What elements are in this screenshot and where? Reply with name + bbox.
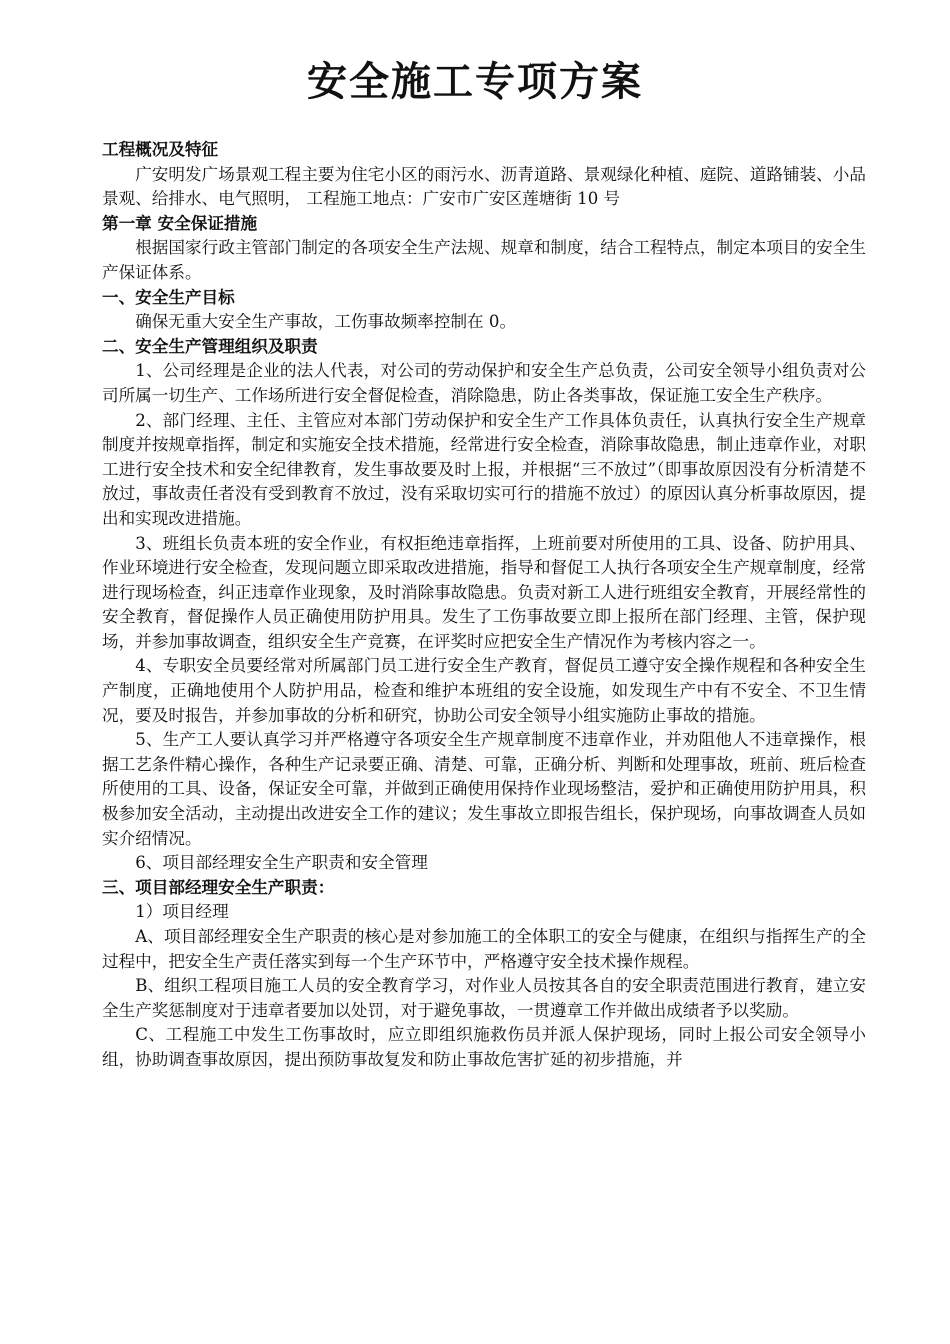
body-paragraph: 1）项目经理 <box>135 902 229 922</box>
section-heading: 一、安全生产目标 <box>102 287 235 307</box>
body-paragraph: C、工程施工中发生工伤事故时，应立即组织施救伤员并派人保护现场，同时上报公司安全领导小组，协助调查事故原因，提出预防事故复发和防止事故危害扩延的初步措施，并 <box>102 1025 866 1069</box>
section-heading: 第一章 安全保证措施 <box>102 213 258 233</box>
body-paragraph: 广安明发广场景观工程主要为住宅小区的雨污水、沥青道路、景观绿化种植、庭院、道路铺装、小品景观、给排水、电气照明， 工程施工地点：广安市广安区莲塘街 10 号 <box>102 164 866 209</box>
body-paragraph: A、项目部经理安全生产职责的核心是对参加施工的全体职工的安全与健康，在组织与指挥生产的全过程中，把安全生产责任落实到每一个生产环节中，严格遵守安全技术操作规程。 <box>102 927 866 971</box>
section-heading: 三、项目部经理安全生产职责： <box>102 877 335 897</box>
section-heading: 二、安全生产管理组织及职责 <box>102 336 318 356</box>
body-paragraph: 5、生产工人要认真学习并严格遵守各项安全生产规章制度不违章作业，并劝阻他人不违章操作，根据工艺条件精心操作，各种生产记录要正确、清楚、可靠，正确分析、判断和处理事故，班前、班后检查所使用的工具、设备，保证安全可靠，并做到正确使用保持作业现场整洁，爱护和正确使用防护用具，积极参加安全活动，主动提出改进安全工作的建议；发生事故立即报告组长，保护现场，向事故调查人员如实介绍情况。 <box>102 730 866 848</box>
body-paragraph: 确保无重大安全生产事故，工伤事故频率控制在 0。 <box>135 312 517 332</box>
body-paragraph: 2、部门经理、主任、主管应对本部门劳动保护和安全生产工作具体负责任，认真执行安全生产规章制度并按规章指挥，制定和实施安全技术措施，经常进行安全检查，消除事故隐患，制止违章作业，对职工进行安全技术和安全纪律教育，发生事故要及时上报，并根据“三不放过”（即事故原因没有分析清楚不放过，事故责任者没有受到教育不放过，没有采取切实可行的措施不放过）的原因认真分析事故原因，提出和实现改进措施。 <box>102 410 866 528</box>
body-paragraph: 1、公司经理是企业的法人代表，对公司的劳动保护和安全生产总负责，公司安全领导小组负责对公司所属一切生产、工作场所进行安全督促检查，消除隐患，防止各类事故，保证施工安全生产秩序。 <box>102 361 866 405</box>
body-paragraph: 根据国家行政主管部门制定的各项安全生产法规、规章和制度，结合工程特点，制定本项目的安全生产保证体系。 <box>102 238 866 282</box>
body-paragraph: 4、专职安全员要经常对所属部门员工进行安全生产教育，督促员工遵守安全操作规程和各种安全生产制度，正确地使用个人防护用品，检查和维护本班组的安全设施，如发现生产中有不安全、不卫生情况，要及时报告，并参加事故的分析和研究，协助公司安全领导小组实施防止事故的措施。 <box>102 656 866 725</box>
document-title: 安全施工专项方案 <box>307 59 643 105</box>
body-paragraph: 3、班组长负责本班的安全作业，有权拒绝违章指挥，上班前要对所使用的工具、设备、防护用具、作业环境进行安全检查，发现问题立即采取改进措施，指导和督促工人执行各项安全生产规章制度，经常进行现场检查，纠正违章作业现象，及时消除事故隐患。负责对新工人进行班组安全教育，开展经常性的安全教育，督促操作人员正确使用防护用具。发生了工伤事故要立即上报所在部门经理、主管，保护现场，并参加事故调查，组织安全生产竞赛，在评奖时应把安全生产情况作为考核内容之一。 <box>102 533 866 651</box>
section-heading: 工程概况及特征 <box>102 140 219 159</box>
body-paragraph: 6、项目部经理安全生产职责和安全管理 <box>135 853 428 873</box>
body-paragraph: B、组织工程项目施工人员的安全教育学习，对作业人员按其各自的安全职责范围进行教育，建立安全生产奖惩制度对于违章者要加以处罚，对于避免事故，一贯遵章工作并做出成绩者予以奖励。 <box>102 976 866 1020</box>
document-body <box>102 138 866 1073</box>
